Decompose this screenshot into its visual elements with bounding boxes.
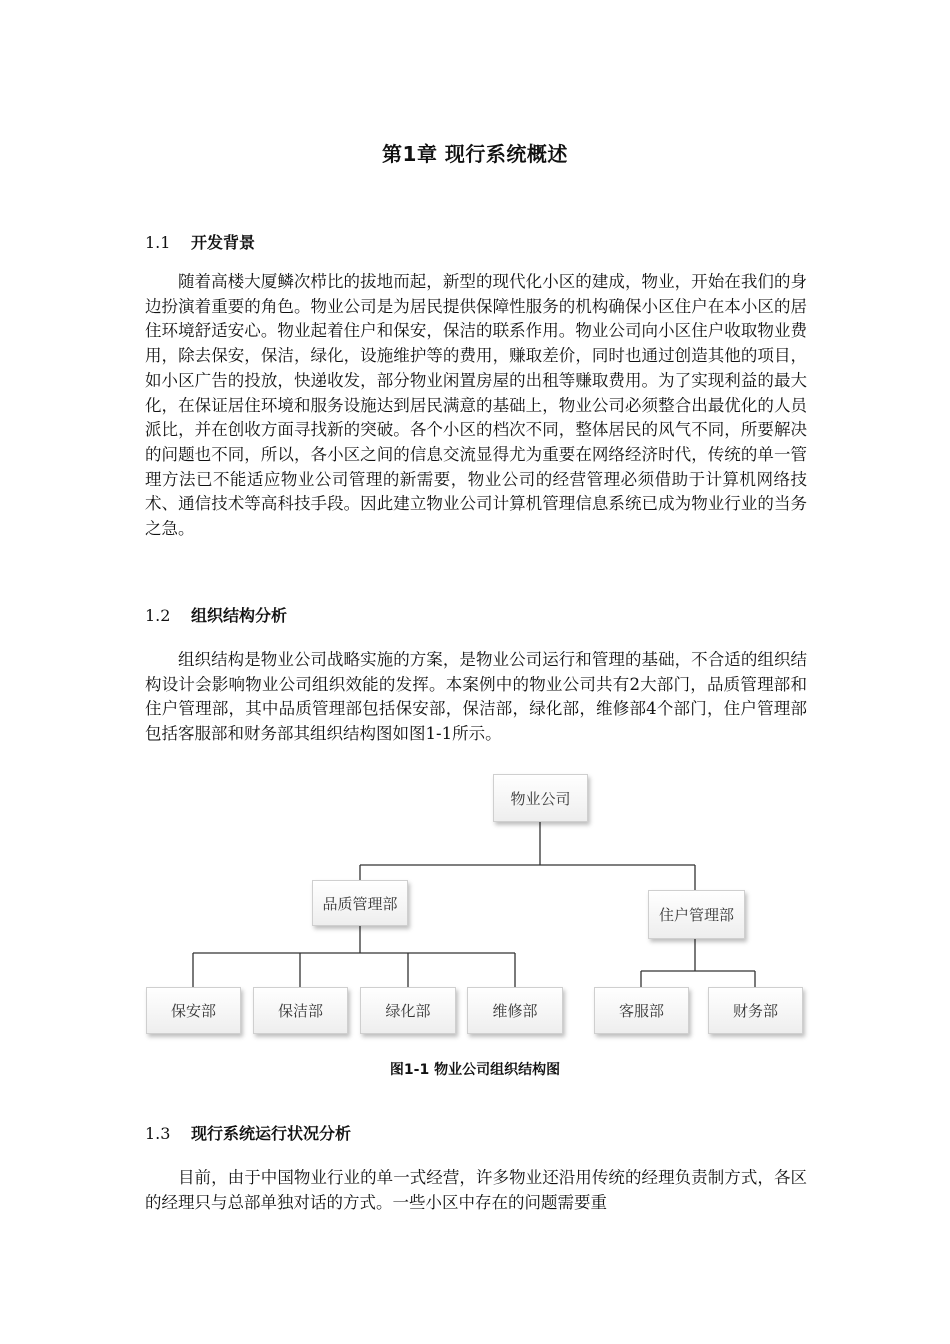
section-title: 现行系统运行状况分析 xyxy=(191,1124,352,1143)
org-node-resident-dept: 住户管理部 xyxy=(648,890,745,939)
section-heading-1-1 xyxy=(145,230,255,253)
org-node-cleaning: 保洁部 xyxy=(253,987,348,1034)
section-title: 开发背景 xyxy=(191,233,256,252)
section-number: 1.2 xyxy=(145,606,171,625)
chapter-title: 第1章 现行系统概述 xyxy=(382,142,568,166)
paragraph-org-structure: 组织结构是物业公司战略实施的方案，是物业公司运行和管理的基础，不合适的组织结构设计会影响物业公司组织效能的发挥。本案例中的物业公司共有2大部门，品质管理部和住户管理部，其中品质管理部包括保安部，保洁部，绿化部，维修部4个部门，住户管理部包括客服部和财务部其组织结构图如图1-1所示。 xyxy=(145,650,807,744)
section-title: 组织结构分析 xyxy=(191,606,288,625)
section-heading-1-2 xyxy=(145,603,287,626)
org-node-root: 物业公司 xyxy=(493,774,588,822)
org-node-security: 保安部 xyxy=(146,987,241,1034)
org-node-maintenance: 维修部 xyxy=(467,987,563,1034)
figure-caption: 图1-1 物业公司组织结构图 xyxy=(389,1062,561,1078)
paragraph-status: 目前，由于中国物业行业的单一式经营，许多物业还沿用传统的经理负责制方式，各区的经理只与总部单独对话的方式。一些小区中存在的问题需要重 xyxy=(145,1168,807,1212)
section-heading-1-3 xyxy=(145,1121,351,1144)
org-node-quality-dept: 品质管理部 xyxy=(312,880,408,926)
section-number: 1.3 xyxy=(145,1124,171,1143)
org-node-customer-service: 客服部 xyxy=(594,987,689,1034)
org-chart xyxy=(140,770,820,1040)
paragraph-background: 随着高楼大厦鳞次栉比的拔地而起，新型的现代化小区的建成，物业，开始在我们的身边扮演着重要的角色。物业公司是为居民提供保障性服务的机构确保小区住户在本小区的居住环境舒适安心。物业起着住户和保安，保洁的联系作用。物业公司向小区住户收取物业费用，除去保安，保洁，绿化，设施维护等的费用，赚取差价，同时也通过创造其他的项目，如小区广告的投放，快递收发，部分物业闲置房屋的出租等赚取费用。为了实现利益的最大化，在保证居住环境和服务设施达到居民满意的基础上，物业公司必须整合出最优化的人员派比，并在创收方面寻找新的突破。各个小区的档次不同，整体居民的风气不同，所要解决的问题也不同，所以，各小区之间的信息交流显得尤为重要在网络经济时代，传统的单一管理方法已不能适应物业公司管理的新需要，物业公司的经营管理必须借助于计算机网络技术、通信技术等高科技手段。因此建立物业公司计算机管理信息系统已成为物业行业的当务之急。 xyxy=(145,272,807,539)
section-number: 1.1 xyxy=(145,233,171,252)
org-node-finance: 财务部 xyxy=(708,987,803,1034)
org-node-greening: 绿化部 xyxy=(360,987,456,1034)
